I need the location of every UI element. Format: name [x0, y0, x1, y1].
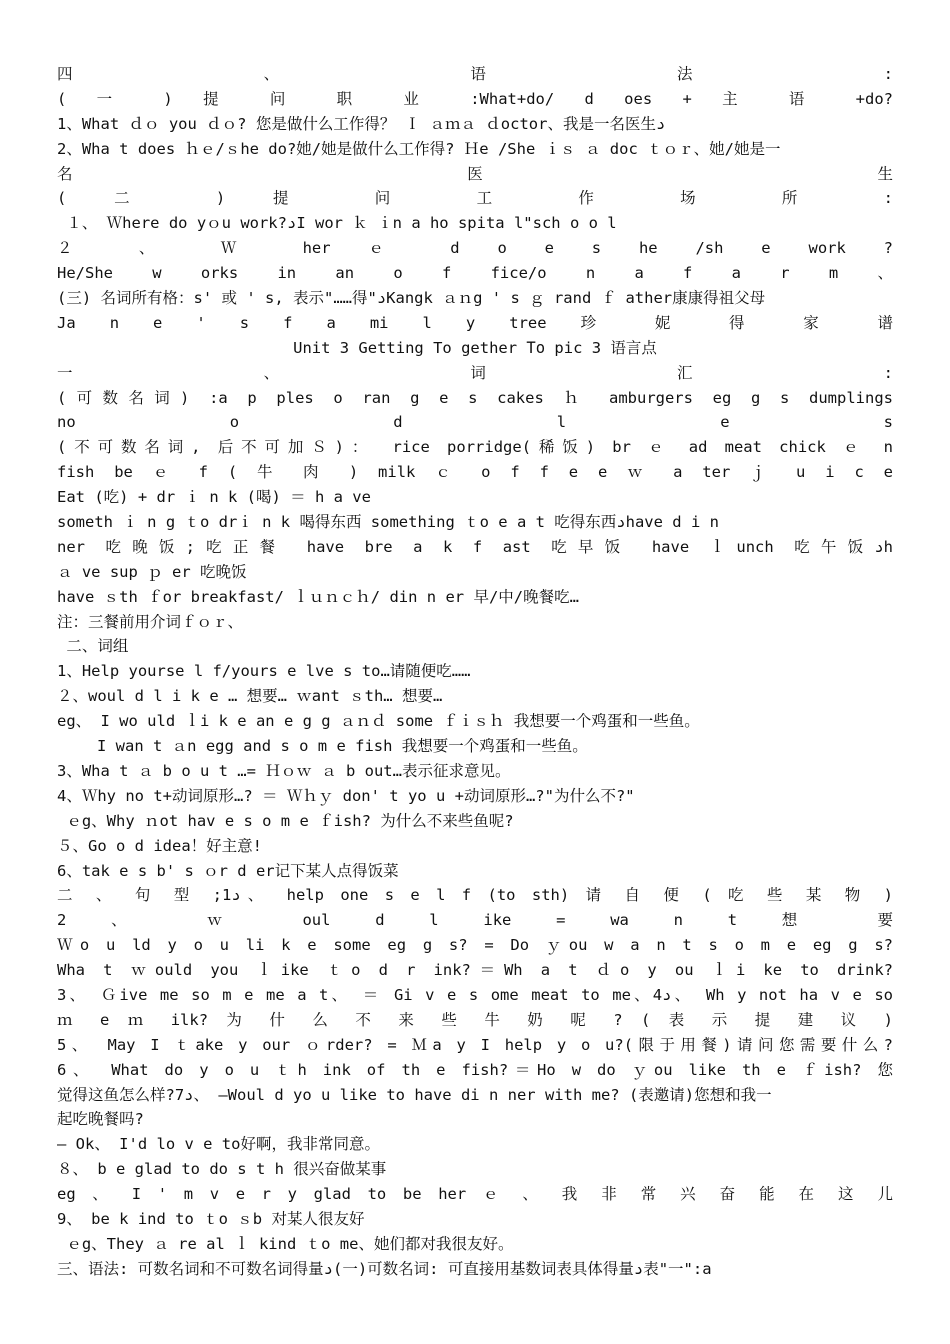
text-line: 觉得这鱼怎么样?7ﺩ、 —Woul d yo u like to have di n ner with me? (表邀请)您想和我一 — [57, 1085, 772, 1104]
text-line: 1、What ｄｏ you ｄｏ? 您是做什么工作得？ Ｉ ａｍａ ｄoctor、我是一名医生ﺩ — [57, 114, 666, 133]
text-line: ner 吃晚饭;吃正餐 have bre a k f ast 吃早饭 have ｌunch 吃午饭ﺩh — [57, 537, 893, 556]
text-line: 4、Ｗhy no t+动词原形…? ＝ Ｗｈｙ don' t yo u +动词原形…?"为什么不?" — [57, 786, 635, 805]
text-line: ２ 、 Ｗ her ｅ d o e s he /sh e work ? — [57, 239, 893, 258]
text-line: 一 、 词 汇 : — [57, 363, 893, 382]
text-line: Wha t ｗould you ｌike ｔo d r ink?＝Wh a t ｄo y ou ｌi ke to drink? — [57, 961, 893, 980]
text-line: 6、 What do y o u ｔh ink of th e fish?＝Ho w do ｙou like th e ｆish? 您 — [57, 1060, 893, 1079]
text-line: (可数名词) :a p ples o ran g e s cakes ｈ amburgers eg g s dumplings — [57, 388, 893, 407]
text-line: no o d l e s — [57, 413, 893, 432]
text-line: 名 医 生 — [57, 164, 893, 183]
text-line: 3、Wha t ａ b o u t …= Ｈｏｗ ａ b out…表示征求意见。 — [57, 761, 511, 780]
text-line: 2、Wha t does ｈｅ/ｓhe do?她/她是做什么工作得? Ｈe /She ｉｓ ａ doc ｔｏｒ、她/她是一 — [57, 139, 781, 158]
text-line: fish be ｅ f ( 牛 肉 ) milk ｃ o f f e e ｗ a ter ｊ u i c e — [57, 463, 893, 482]
text-line: 5、 May I ｔake y our ｏrder? = Ｍa y I help y o u?(限于用餐)请问您需要什么? — [57, 1035, 893, 1054]
text-line: 2 、 ｗ oul d l ike = wa n t 想 要 — [57, 911, 893, 930]
text-line: 3、 Ｇive me so m e me a t、 ＝ Gi v e s ome meat to me、4ﺩ、 Wh y not ha v e so — [57, 985, 893, 1004]
text-line: 二 、 句 型 ;1ﺩ、 help one s e l f (to sth) 请 自 便 ( 吃 些 某 物 ) — [57, 886, 893, 905]
text-line: 注：三餐前用介词ｆｏｒ、 — [57, 612, 244, 631]
text-line: Ｗo u ld y o u li k e some eg g s? = Do ｙou w a n t s o m e eg g s? — [57, 936, 893, 955]
text-line: ５、Go o d idea！好主意! — [57, 836, 262, 855]
text-line: I wan t ａn egg and s o m e fish 我想要一个鸡蛋和一些鱼。 — [97, 737, 588, 756]
text-line: Eat (吃) + dr ｉ n k (喝) ＝ h a ve — [57, 488, 371, 507]
text-line: eg 、 I ' m v e r y glad to be her ｅ 、 我 非 常 兴 奋 能 在 这 儿 — [57, 1185, 893, 1204]
text-line: ｍ e ｍ ilk? 为 什 么 不 来 些 牛 奶 呢 ? ( 表 示 提 建 议 ) — [57, 1010, 893, 1029]
text-line: ( 一 ) 提 问 职 业 :What+do/ d oes + 主 语 +do? — [57, 89, 893, 108]
text-line: ２、woul d l i k e … 想要… ｗant ｓth… 想要… — [57, 687, 443, 706]
text-line: 1、Help yourse l f/yours e lve s to…请随便吃…… — [57, 662, 471, 681]
text-line: １、 Ｗhere do yｏu work?ﺩI wor ｋ ｉn a ho spita l"sch o o l — [57, 214, 617, 233]
text-line: 起吃晚餐吗? — [57, 1110, 144, 1129]
text-line: 四 、 语 法 : — [57, 65, 893, 83]
text-line: 9、 be k ind to ｔo ｓb 对某人很友好 — [57, 1209, 365, 1228]
text-line: 二、词组 — [57, 637, 129, 656]
text-line: ａ ve sup ｐ er 吃晚饭 — [57, 562, 247, 581]
text-line: eg、 I wo uld ｌi k e an e g g ａｎｄ some ｆｉｓｈ 我想要一个鸡蛋和一些鱼。 — [57, 712, 700, 731]
text-line: 6、tak e s b' s ｏr d er记下某人点得饭菜 — [57, 861, 399, 880]
text-line: Unit 3 Getting To gether Το pic 3 语言点 — [293, 338, 657, 357]
text-line: He/She w orks in an o f fice/o n a f a r m 、 — [57, 264, 893, 283]
text-line: someth ｉ n g ｔo drｉ n k 喝得东西 something ｔo e a t 吃得东西ﺩhave d i n — [57, 513, 719, 532]
text-line: have ｓth ｆor breakfast/ ｌｕｎｃｈ/ din n er 早/中/晚餐吃… — [57, 587, 579, 606]
text-line: Ja n e ' s f a mi l y tree 珍 妮 得 家 谱 — [57, 313, 893, 332]
text-line: ８、 b e glad to do s t h 很兴奋做某事 — [57, 1160, 387, 1179]
document-page — [57, 62, 893, 1282]
text-line: ｅg、They ａ re al ｌ kind ｔo me、她们都对我很友好。 — [57, 1234, 514, 1253]
text-line: ( 二 ) 提 问 工 作 场 所 : — [57, 189, 893, 208]
text-line: (不可数名词, 后不可加Ｓ)： rice porridge(稀饭) br ｅ ad meat chick ｅ n — [57, 438, 893, 457]
text-line: 三、语法: 可数名词和不可数名词得量ﺩ(一)可数名词: 可直接用基数词表具体得量ﺩ表"一":a — [57, 1259, 712, 1278]
text-line: ｅg、Why ｎot hav e s o m e ｆish? 为什么不来些鱼呢? — [57, 811, 514, 830]
text-line: — Ok、 I'd lo v e to好啊，我非常同意。 — [57, 1135, 380, 1154]
text-line: (三) 名词所有格：s' 或 ' s, 表示"……得"ﺩKangk ａｎg ' s ｇ rand ｆ ather康康得祖父母 — [57, 289, 766, 308]
